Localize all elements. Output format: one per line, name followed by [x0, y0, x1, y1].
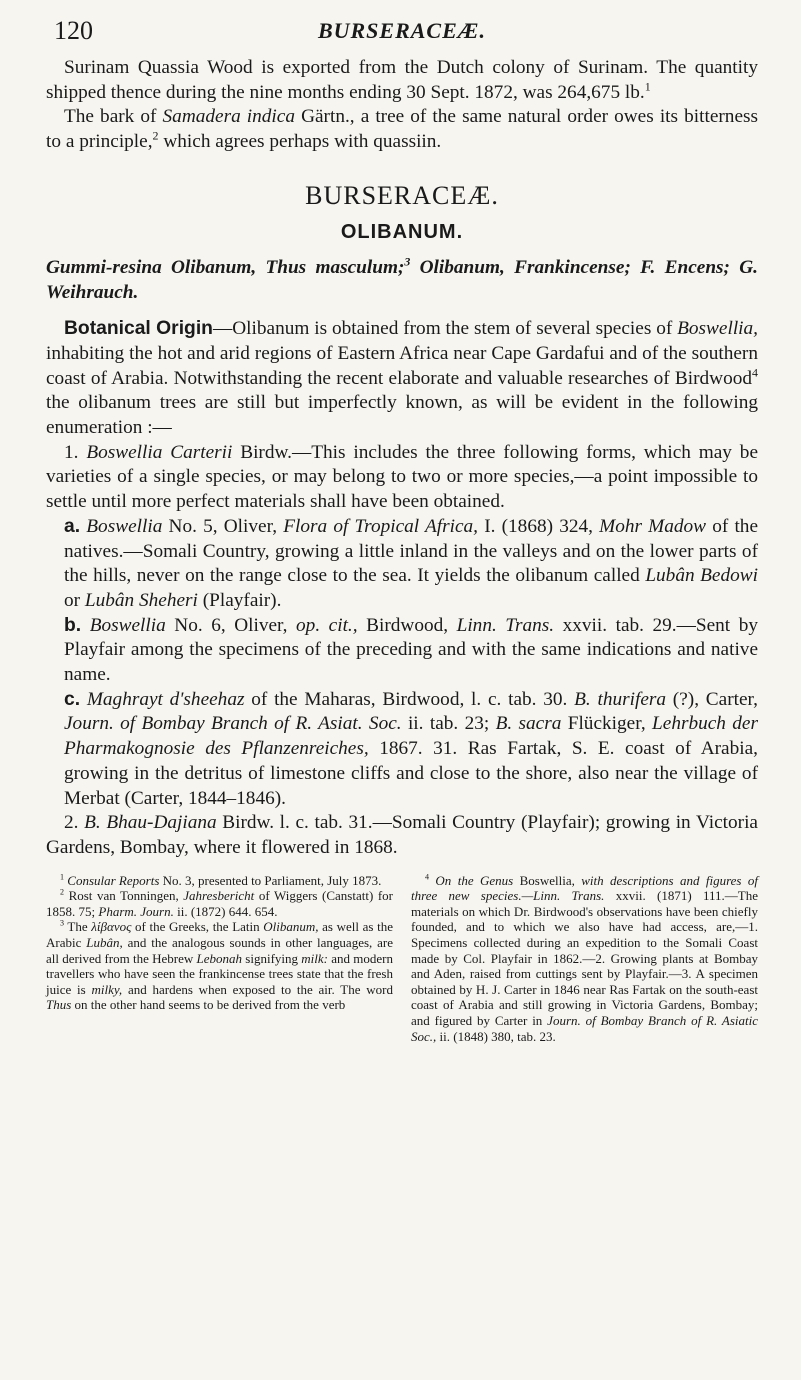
footnote-1: $^1$ Consular Reports No. 3, presented to Parliament, July 1873. [60, 872, 382, 888]
footnotes-left-column [46, 873, 393, 1045]
page-number: 120 [54, 16, 93, 45]
footnote-4: $^4$ On the Genus Boswellia, with descriptions and figures of three new species.—Linn. Trans. xxvii. (1871) 111.—The materials on which Dr. Birdwood's observations have been chiefly founded, and to which we also have had access, are,—1. Specimens collected during an expedition to the Somali Coast made by Col. Playfair in 1862.—2. Growing plants at Bombay and Aden, raised from cuttings sent by Playfair.—3. A specimen obtained by H. J. Carter in 1846 near Ras Fartak on the south-east coast of Arabia and still growing in Victoria Gardens, Bombay; and figured by Carter in Journ. of Bombay Branch of R. Asiatic Soc., ii. (1848) 380, tab. 23. [411, 872, 759, 1044]
footnotes [46, 873, 758, 1045]
botanical-origin-paragraph: Botanical Origin—Olibanum is obtained from the stem of several species of Boswellia, inhabiting the hot and arid regions of Eastern Africa near Cape Gardafui and of the southern coast of Arabia. Notwithstanding the recent elaborate and valuable researches of Birdwood$^4$ the olibanum trees are still but imperfectly known, as will be evident in the following enumeration :— [46, 318, 758, 439]
form-c-paragraph: c. Maghrayt d'sheehaz of the Maharas, Birdwood, l. c. tab. 30. B. thurifera (?), Carter, Journ. of Bombay Branch of R. Asiat. Soc. ii. tab. 23; B. sacra Flückiger, Lehrbuch der Pharmakognosie des Pflanzenreiches, 1867. 31. Ras Fartak, S. E. coast of Arabia, growing in the detritus of limestone cliffs and close to the shore, also near the village of Merbat (Carter, 1844–1846). [64, 688, 759, 809]
samadera-paragraph: The bark of Samadera indica Gärtn., a tree of the same natural order owes its bitterness to a principle,$^2$ which agrees perhaps with quassiin. [46, 106, 759, 153]
surinam-paragraph: Surinam Quassia Wood is exported from the Dutch colony of Surinam. The quantity shipped thence during the nine months ending 30 Sept. 1872, was 264,675 lb.$^1$ [46, 57, 758, 103]
drug-title: OLIBANUM. [340, 220, 464, 243]
body-text [46, 56, 758, 1044]
footnotes-right-column [411, 873, 758, 1045]
running-head [46, 16, 758, 56]
synonyms-line: Gummi-resina Olibanum, Thus masculum;$^3$ Olibanum, Frankincense; F. Encens; G. Weihrauch. [46, 254, 758, 303]
footnote-3: $^3$ The λίβανος of the Greeks, the Latin Olibanum, as well as the Arabic Lubân, and the analogous sounds in other languages, are all derived from the Hebrew Lebonah signifying milk: and modern travellers who have seen the frankincense trees state that the fresh juice is milky, and hardens when exposed to the air. The word Thus on the other hand seems to be derived from the verb [46, 919, 393, 1013]
section-title: BURSERACEÆ. [305, 180, 499, 210]
bhau-dajiana-paragraph: 2. B. Bhau-Dajiana Birdw. l. c. tab. 31.—Somali Country (Playfair); growing in Victoria Gardens, Bombay, where it flowered in 1868. [46, 812, 758, 858]
form-b-paragraph: b. Boswellia No. 6, Oliver, op. cit., Birdwood, Linn. Trans. xxvii. tab. 29.—Sent by Playfair among the specimens of the preceding and with the same indications and native name. [64, 614, 758, 686]
form-a-paragraph: a. Boswellia No. 5, Oliver, Flora of Tropical Africa, I. (1868) 324, Mohr Madow of the natives.—Somali Country, growing a little inland in the valleys and on the lower parts of the hills, never on the range close to the sea. It yields the olibanum called Lubân Bedowi or Lubân Sheheri (Playfair). [64, 515, 758, 611]
boswellia-carterii-paragraph: 1. Boswellia Carterii Birdw.—This includes the three following forms, which may be varieties of a single species, or may belong to two or more species,—a point impossible to settle until more perfect materials shall have been obtained. [46, 441, 758, 513]
page [46, 16, 758, 1044]
footnote-2: $^2$ Rost van Tonningen, Jahresbericht of Wiggers (Canstatt) for 1858. 75; Pharm. Journ. ii. (1872) 644. 654. [46, 887, 393, 919]
running-title: BURSERACEÆ. [317, 18, 487, 43]
botanical-origin-heading: Botanical Origin [64, 318, 213, 340]
